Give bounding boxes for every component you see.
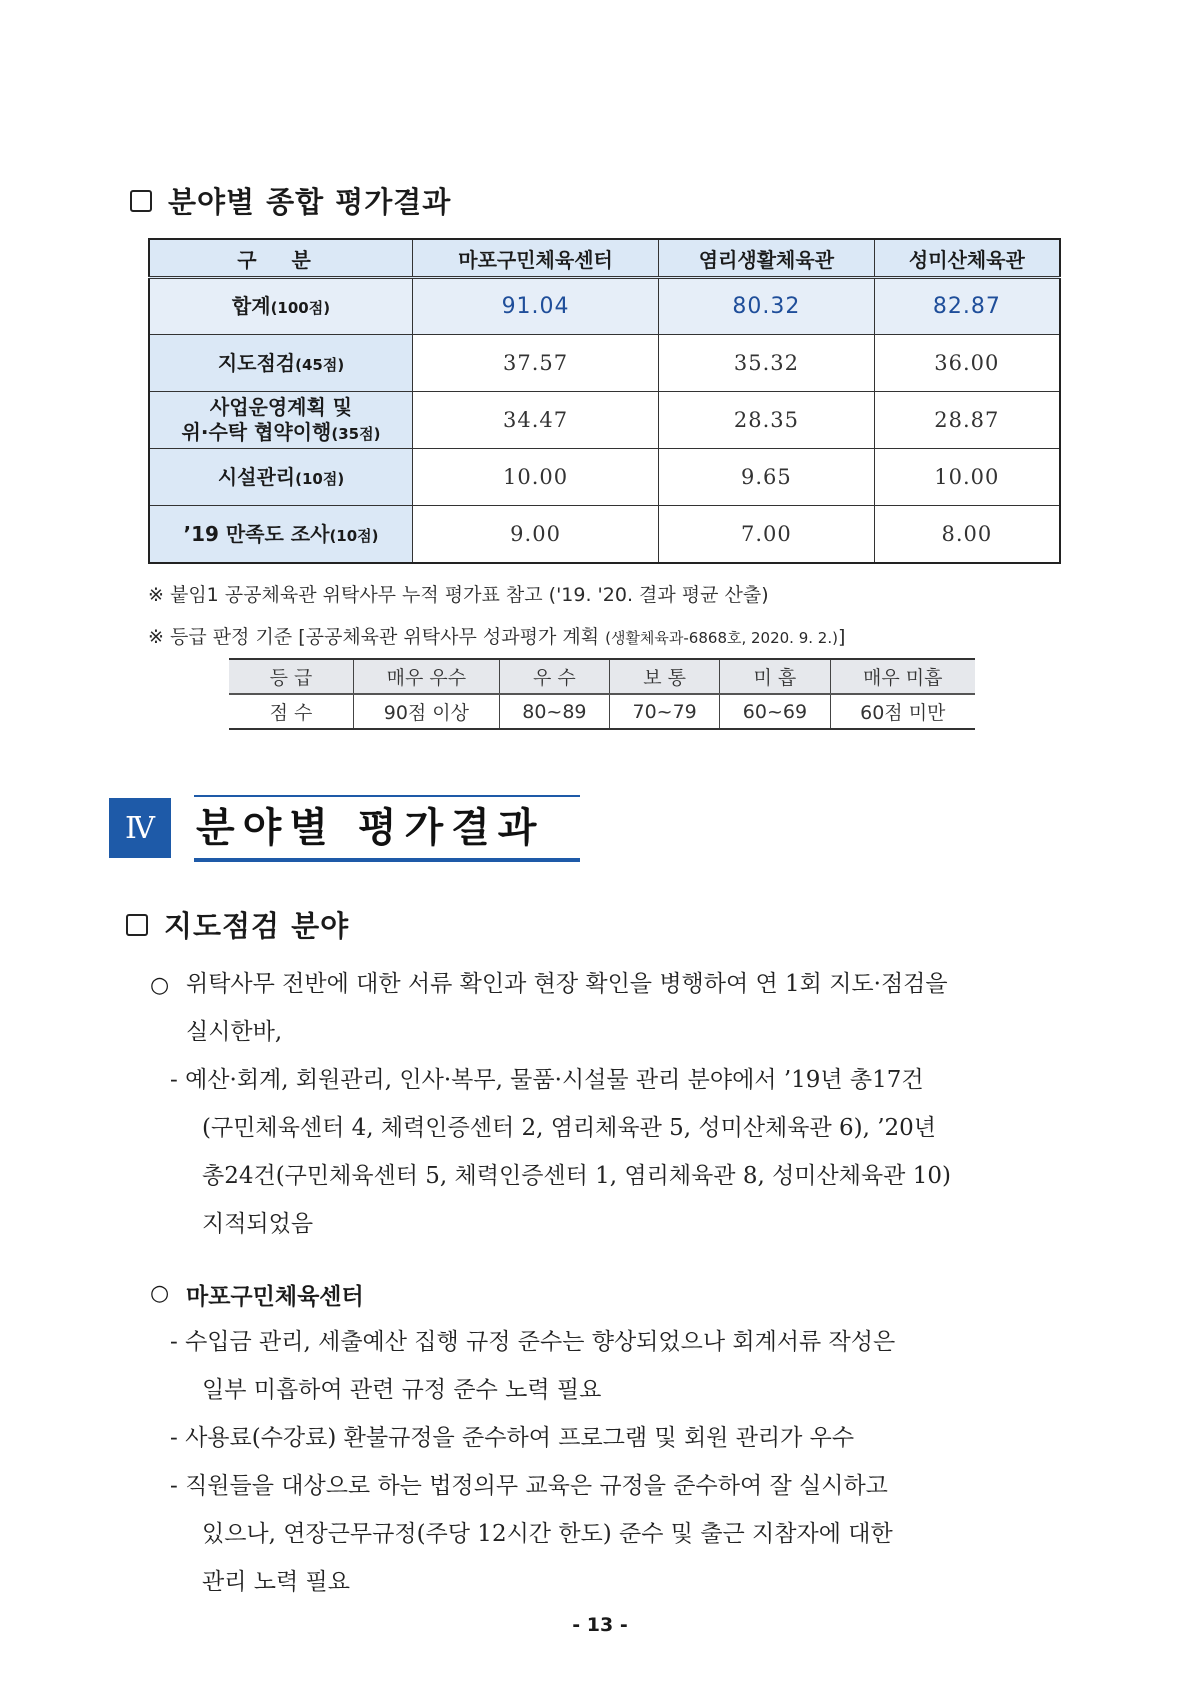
inspection-bullet-paragraph	[186, 960, 1106, 1056]
grade-cell: 점 수	[269, 702, 313, 724]
paragraph-line: - 수입금 관리, 세출예산 집행 규정 준수는 향상되었으나 회계서류 작성은	[170, 1329, 896, 1355]
paragraph-line: 관리 노력 필요	[202, 1569, 350, 1595]
row-label-points: (35점)	[331, 425, 381, 443]
row-label	[149, 449, 413, 506]
chapter-title: 분야별 평가결과	[196, 805, 545, 851]
grade-cell: 보 통	[610, 659, 720, 694]
table-cell-value: 37.57	[413, 335, 659, 392]
row-label-points: (10점)	[329, 526, 379, 545]
summary-heading	[130, 180, 451, 221]
row-label-text: 합계	[231, 294, 271, 318]
grade-cell: 등 급	[229, 659, 354, 694]
table-cell-value: 10.00	[874, 449, 1060, 506]
row-label-points: (10점)	[295, 469, 345, 488]
grade-cell: 미 흡	[720, 659, 830, 694]
table-row	[149, 392, 1060, 449]
paragraph-line: 있으나, 연장근무규정(주당 12시간 한도) 준수 및 출근 지참자에 대한	[202, 1521, 893, 1547]
row-label-text: 지도점검	[217, 350, 296, 375]
grade-cell: 70~79	[610, 694, 720, 729]
row-label	[149, 335, 413, 392]
paragraph-line: (구민체육센터 4, 체력인증센터 2, 염리체육관 5, 성미산체육관 6), ’20년	[202, 1115, 937, 1141]
table-header-row	[149, 239, 1060, 278]
checkbox-icon	[126, 914, 148, 936]
note-reference: ※ 붙임1 공공체육관 위탁사무 누적 평가표 참고 ('19. '20. 결과 평균 산출)	[148, 584, 769, 606]
row-label-points: (100점)	[270, 299, 331, 317]
grade-cell: 60~69	[720, 694, 830, 729]
paragraph-line: 지적되었음	[202, 1211, 314, 1237]
row-label-text: 시설관리	[217, 464, 296, 489]
grade-cell: 매우 미흡	[830, 659, 975, 694]
note-document-ref: (생활체육과-6868호, 2020. 9. 2.)	[605, 629, 838, 647]
table-cell-value: 28.35	[659, 392, 875, 449]
table-cell-value: 8.00	[874, 506, 1060, 564]
subsection-title: 마포구민체육센터	[186, 1284, 364, 1310]
circle-bullet-icon: ○	[150, 1281, 170, 1306]
table-row-total	[149, 278, 1060, 335]
paragraph-line: - 직원들을 대상으로 하는 법정의무 교육은 규정을 준수하여 잘 실시하고	[170, 1473, 888, 1499]
table-header-cell: 구 분	[149, 239, 413, 278]
table-cell-value: 7.00	[659, 506, 875, 564]
paragraph-line: 위탁사무 전반에 대한 서류 확인과 현장 확인을 병행하여 연 1회 지도·점검을	[186, 971, 948, 997]
table-cell-value: 9.65	[659, 449, 875, 506]
grade-criteria-table	[229, 658, 975, 730]
paragraph-line: 총24건(구민체육센터 5, 체력인증센터 1, 염리체육관 8, 성미산체육관 10)	[202, 1163, 951, 1189]
grade-score-row	[229, 694, 975, 729]
table-row	[149, 449, 1060, 506]
row-label-text: ’19 만족도 조사	[183, 521, 330, 546]
paragraph-line: - 예산·회계, 회원관리, 인사·복무, 물품·시설물 관리 분야에서 ’19년 총17건	[170, 1067, 924, 1093]
table-header-cell: 염리생활체육관	[659, 239, 875, 278]
table-cell-value: 82.87	[874, 278, 1060, 335]
paragraph-line: - 사용료(수강료) 환불규정을 준수하여 프로그램 및 회원 관리가 우수	[170, 1425, 855, 1451]
note-text: ]	[837, 626, 846, 648]
inspection-heading	[126, 904, 349, 945]
chapter-rule-bottom	[194, 858, 580, 862]
grade-cell: 60점 미만	[830, 694, 975, 729]
grade-cell: 매우 우수	[354, 659, 500, 694]
grade-cell: 우 수	[499, 659, 609, 694]
grade-cell: 80~89	[499, 694, 609, 729]
row-label-points: (45점)	[295, 355, 345, 374]
inspection-heading-text: 지도점검 분야	[164, 909, 350, 943]
note-grade-criteria	[148, 622, 845, 649]
row-label	[149, 506, 413, 564]
paragraph-line: 일부 미흡하여 관련 규정 준수 노력 필요	[202, 1377, 602, 1403]
summary-heading-text: 분야별 종합 평가결과	[168, 185, 452, 219]
table-row	[149, 506, 1060, 564]
grade-header-row	[229, 659, 975, 694]
row-label	[149, 278, 413, 335]
paragraph-line: 실시한바,	[186, 1019, 283, 1045]
row-label	[149, 392, 413, 449]
table-cell-value: 10.00	[413, 449, 659, 506]
table-cell-value: 80.32	[659, 278, 875, 335]
table-header-cell: 성미산체육관	[874, 239, 1060, 278]
summary-score-table	[148, 238, 1061, 564]
grade-cell: 90점 이상	[354, 694, 500, 729]
table-header-cell: 마포구민체육센터	[413, 239, 659, 278]
table-cell-value: 34.47	[413, 392, 659, 449]
page-number: - 13 -	[572, 1614, 628, 1636]
table-cell-value: 9.00	[413, 506, 659, 564]
row-label-text: 위·수탁 협약이행	[181, 420, 332, 444]
inspection-findings-paragraph	[170, 1056, 1110, 1248]
table-row	[149, 335, 1060, 392]
table-cell-value: 35.32	[659, 335, 875, 392]
table-cell-value: 91.04	[413, 278, 659, 335]
table-cell-value: 28.87	[874, 392, 1060, 449]
note-text: ※ 등급 판정 기준 [공공체육관 위탁사무 성과평가 계획	[148, 626, 606, 648]
circle-bullet-icon: ○	[150, 973, 170, 998]
row-label-text: 사업운영계획 및	[209, 395, 353, 419]
table-cell-value: 36.00	[874, 335, 1060, 392]
mapo-center-findings	[170, 1318, 1110, 1606]
checkbox-icon	[130, 190, 152, 212]
chapter-number-badge: Ⅳ	[109, 798, 171, 858]
